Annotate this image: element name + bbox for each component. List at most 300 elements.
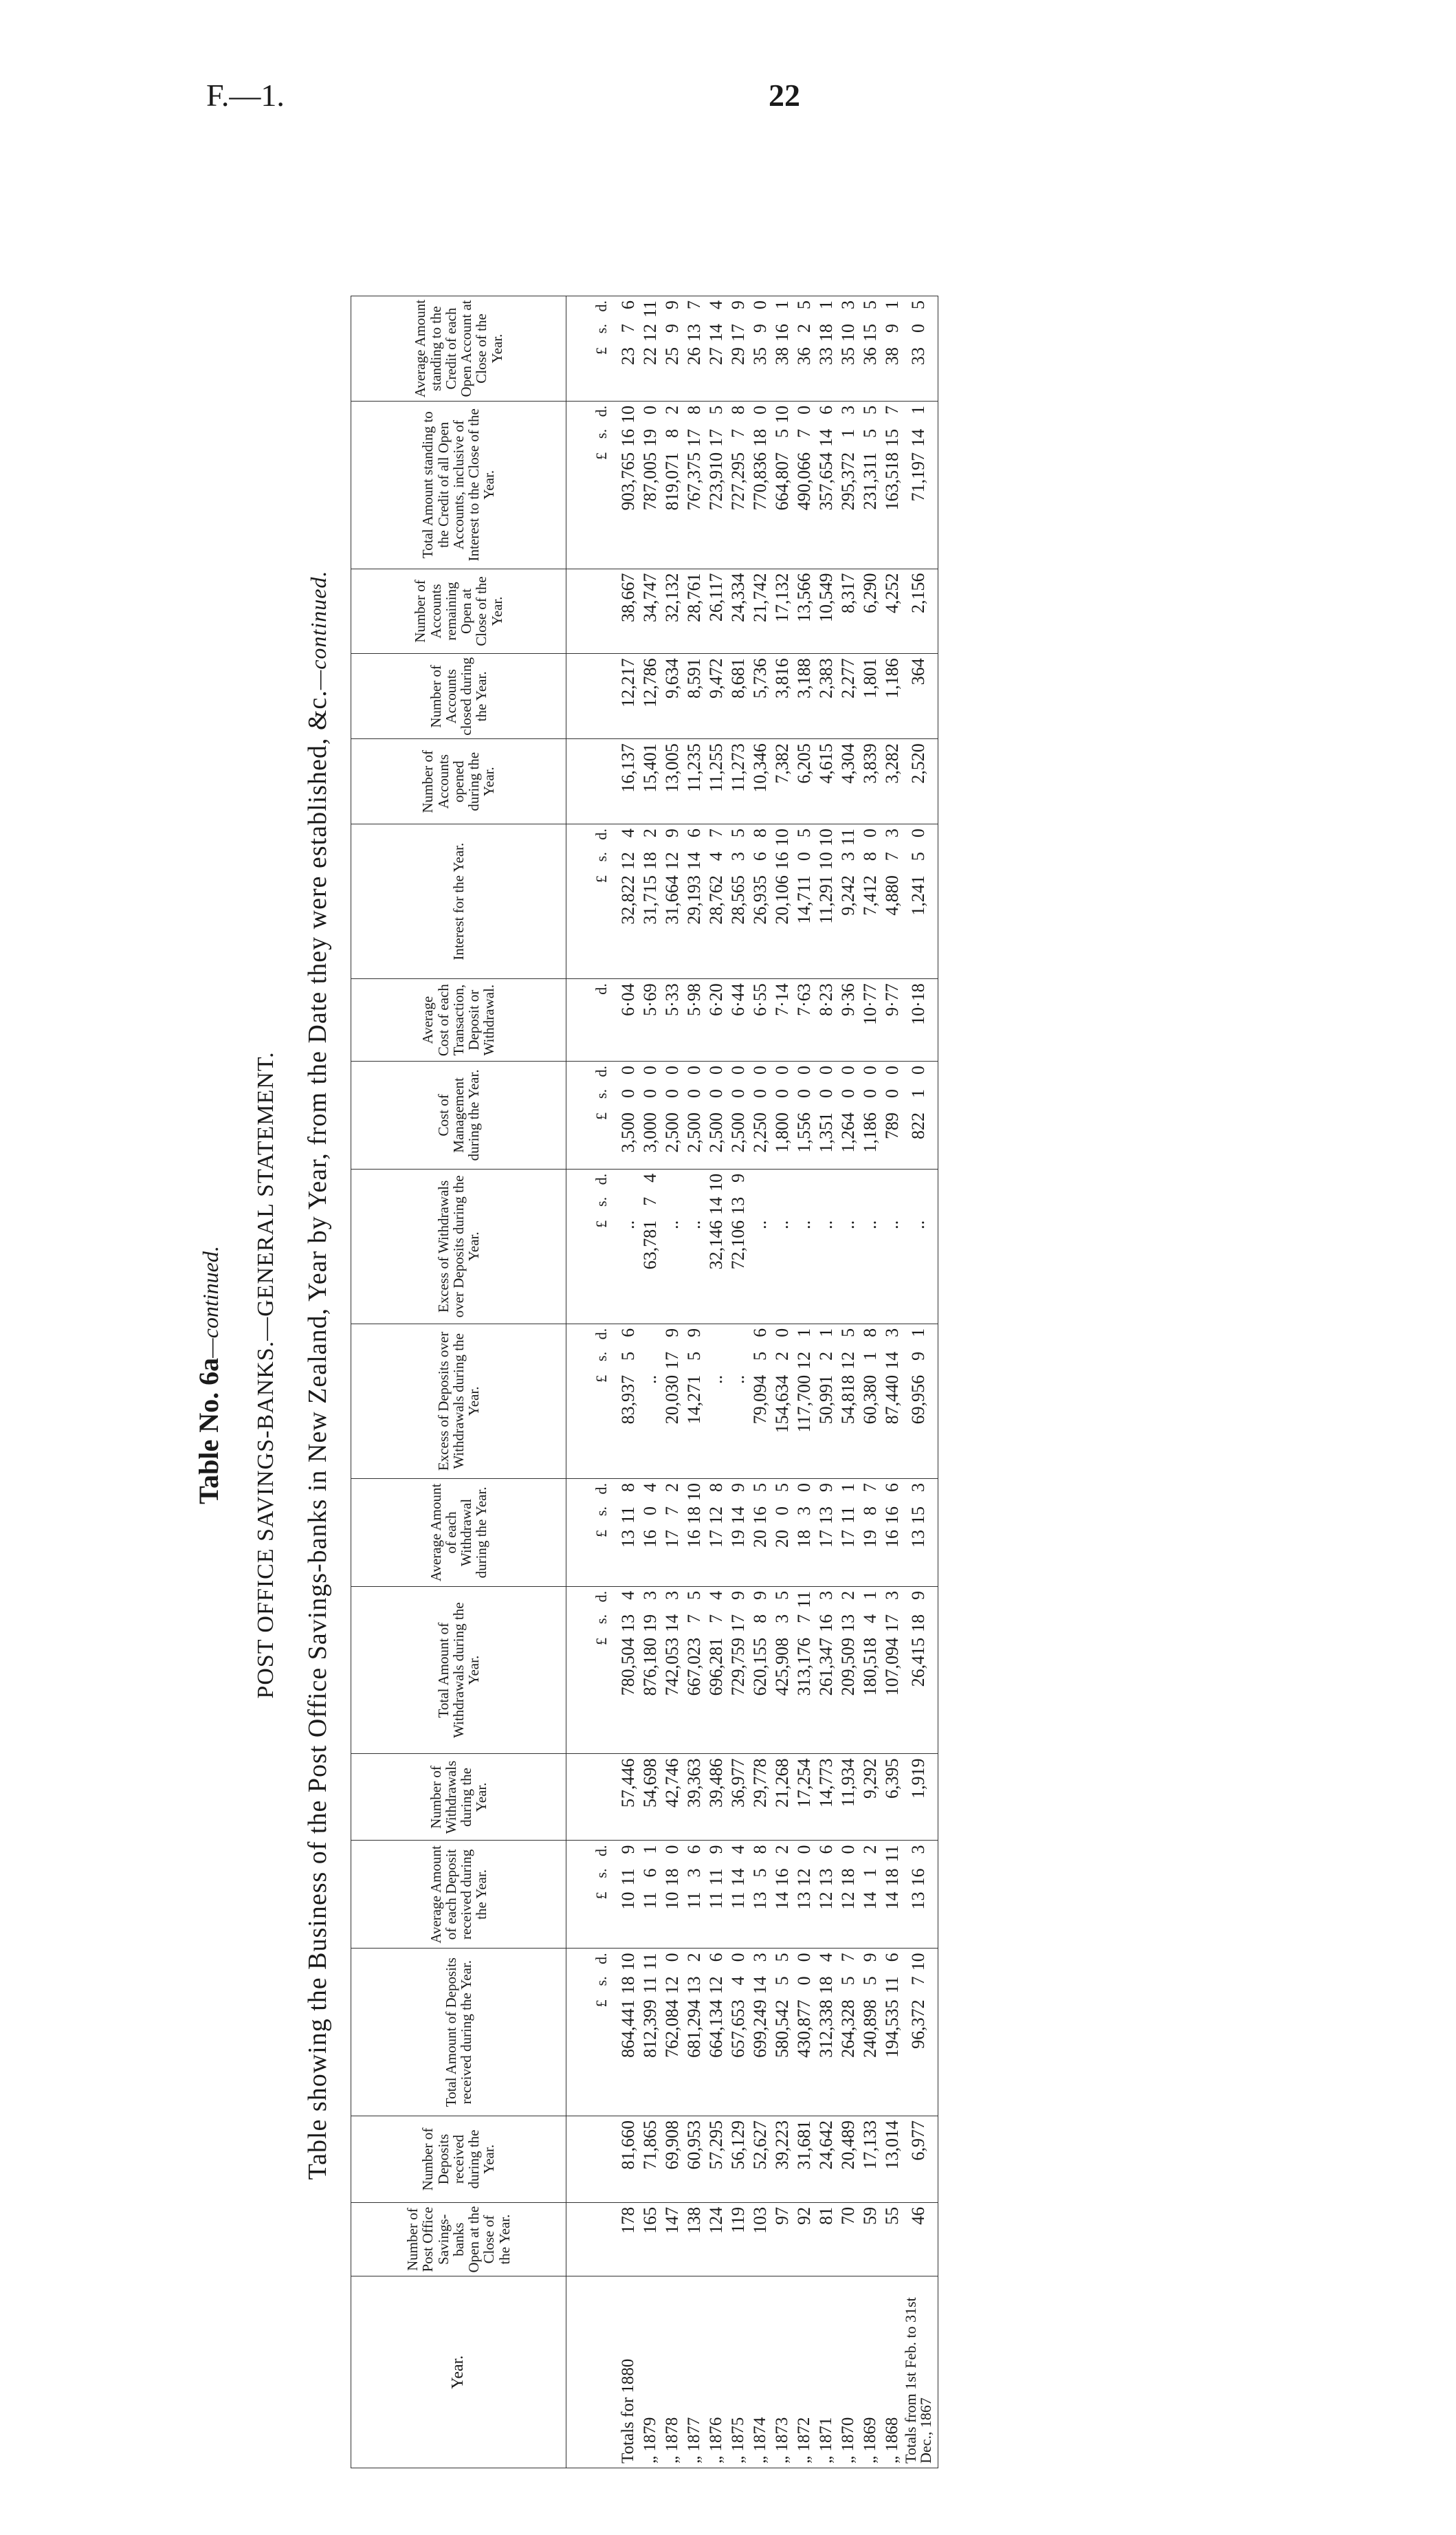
table-cell-year: „ 1868 (881, 2276, 903, 2468)
cell-part: 20 (772, 1529, 792, 1548)
savings-bank-table (351, 296, 938, 2468)
table-cell-year: „ 1874 (749, 2276, 771, 2468)
cell-part: s. (593, 428, 610, 439)
table-cell-wd-amt (837, 1586, 859, 1754)
table-cell-excess-wd (771, 1169, 793, 1324)
cell-part: 6 (816, 405, 836, 415)
cell-part: £ (593, 1529, 610, 1537)
cell-part: 0 (794, 1976, 814, 1986)
table-cell-credit (661, 401, 683, 569)
cell-part: 0 (706, 1088, 726, 1098)
cell-part: 1 (640, 1845, 660, 1854)
cell-part: 1 (860, 1868, 880, 1878)
cell-part: 11 (728, 1891, 748, 1909)
unit-cell (566, 1169, 618, 1324)
statement-title: POST OFFICE SAVINGS-BANKS.—GENERAL STATEMENT. (253, 1051, 278, 1699)
cell-part: 2 (838, 1590, 858, 1600)
table-cell-cost (639, 1061, 661, 1169)
cell-part: 36 (860, 347, 880, 365)
cell-part: 26 (684, 347, 704, 365)
table-cell-deposits-n: 56,129 (727, 2116, 749, 2202)
table-cell-wd-avg (771, 1478, 793, 1586)
table-cell-interest (639, 824, 661, 979)
cell-part: 11 (882, 1976, 902, 1994)
cell-part: 11 (640, 1891, 660, 1909)
table-cell-cost (859, 1061, 881, 1169)
cell-part: 5 (772, 428, 792, 438)
table-cell-dep-avg (639, 1841, 661, 1949)
table-cell-remaining: 26,117 (705, 569, 727, 654)
table-cell-excess-wd (661, 1169, 683, 1324)
table-cell-dep-avg (793, 1841, 815, 1949)
cell-part: 0 (816, 1088, 836, 1098)
table-cell-closed: 9,634 (661, 654, 683, 739)
cell-part: 0 (750, 405, 770, 415)
column-header: Excess of Withdrawals over Deposits during the Year. (351, 1169, 566, 1324)
cell-part: 0 (750, 1065, 770, 1075)
cell-part: 1 (838, 1482, 858, 1492)
cell-part: 2,250 (750, 1112, 770, 1153)
cell-part: 6 (882, 1953, 902, 1962)
cell-part: 83,937 (618, 1374, 638, 1425)
table-cell-credit (639, 401, 661, 569)
table-cell-excess-wd (749, 1169, 771, 1324)
cell-part: 16 (816, 1614, 836, 1632)
table-cell-excess-dep (705, 1324, 727, 1478)
cell-part: 31,664 (662, 875, 682, 925)
table-cell-credit-avg (683, 296, 705, 402)
table-cell-credit-avg (881, 296, 903, 402)
cell-part: 789 (882, 1112, 902, 1139)
table-cell-withdrawals-n: 14,773 (815, 1754, 837, 1841)
table-cell-credit (793, 401, 815, 569)
cell-part: 0 (794, 405, 814, 415)
table-cell-opened: 7,382 (771, 739, 793, 824)
table-cell-withdrawals-n: 17,254 (793, 1754, 815, 1841)
table-cell-excess-dep (749, 1324, 771, 1478)
cell-part: 107,094 (882, 1637, 902, 1696)
cell-part: 664,134 (706, 1999, 726, 2058)
table-cell-banks: 147 (661, 2202, 683, 2276)
cell-part: 10 (662, 1891, 682, 1910)
cell-part: 664,807 (772, 452, 792, 511)
cell-part: s. (593, 1614, 610, 1624)
cell-part: 864,441 (618, 1999, 638, 2058)
cell-part: 11 (684, 1891, 704, 1909)
unit-cell (566, 654, 618, 739)
cell-part: 9 (908, 1590, 928, 1600)
table-cell-cost (815, 1061, 837, 1169)
table-cell-closed: 2,383 (815, 654, 837, 739)
cell-part: d. (593, 405, 610, 417)
cell-part: 620,155 (750, 1637, 770, 1696)
cell-part: 16 (618, 428, 638, 447)
cell-part: 9 (662, 324, 682, 333)
cell-part: 10 (838, 324, 858, 342)
cell-part: 19 (860, 1529, 880, 1548)
table-cell-dep-avg (727, 1841, 749, 1949)
table-cell-remaining: 38,667 (617, 569, 639, 654)
table-row (903, 296, 938, 2468)
cell-part: 14 (728, 1506, 748, 1524)
table-cell-year: „ 1878 (661, 2276, 683, 2468)
cell-part: 28,762 (706, 875, 726, 925)
table-cell-cost-avg: 9·36 (837, 979, 859, 1062)
table-cell-year: Totals for 1880 (617, 2276, 639, 2468)
cell-part: 9 (684, 1328, 704, 1337)
table-cell-credit (881, 401, 903, 569)
table-cell-remaining: 4,252 (881, 569, 903, 654)
cell-part: 50,991 (816, 1374, 836, 1425)
table-cell-credit-avg (661, 296, 683, 402)
table-cell-cost-avg: 7·63 (793, 979, 815, 1062)
cell-part: £ (593, 347, 610, 355)
table-cell-opened: 3,282 (881, 739, 903, 824)
cell-part: 1,186 (860, 1112, 880, 1153)
cell-part: 425,908 (772, 1637, 792, 1696)
table-cell-excess-dep (683, 1324, 705, 1478)
unit-cell (566, 739, 618, 824)
cell-part: 2 (860, 1845, 880, 1854)
cell-part: 12 (640, 324, 660, 342)
cell-part: 2,500 (728, 1112, 748, 1153)
table-cell-opened: 16,137 (617, 739, 639, 824)
cell-part: .. (794, 1220, 814, 1229)
table-cell-excess-wd (617, 1169, 639, 1324)
cell-part: 0 (794, 1088, 814, 1098)
cell-part: 8 (618, 1482, 638, 1492)
cell-part: 19 (640, 1614, 660, 1632)
cell-part: 2 (794, 324, 814, 333)
cell-part: .. (618, 1220, 638, 1229)
cell-part: 14 (908, 428, 928, 447)
cell-part: 3 (838, 405, 858, 415)
table-cell-withdrawals-n: 42,746 (661, 1754, 683, 1841)
cell-part: 313,176 (794, 1637, 814, 1696)
cell-part: 117,700 (794, 1374, 814, 1433)
table-cell-deposits-n: 60,953 (683, 2116, 705, 2202)
table-cell-closed: 9,472 (705, 654, 727, 739)
table-cell-dep-avg (837, 1841, 859, 1949)
cell-part: 727,295 (728, 452, 748, 511)
unit-cell (566, 1061, 618, 1169)
cell-part: d. (593, 1328, 610, 1340)
table-cell-interest (793, 824, 815, 979)
cell-part: 4 (706, 852, 726, 862)
cell-part: 79,094 (750, 1374, 770, 1425)
table-row (617, 296, 639, 2468)
table-cell-excess-wd (705, 1169, 727, 1324)
cell-part: 7 (640, 1196, 660, 1206)
unit-cell (566, 1478, 618, 1586)
cell-part: 490,066 (794, 452, 814, 511)
cell-part: 6 (706, 1953, 726, 1962)
cell-part: 18 (750, 428, 770, 447)
table-cell-interest (859, 824, 881, 979)
cell-part: 4 (618, 828, 638, 838)
cell-part: 19 (728, 1529, 748, 1548)
table-cell-withdrawals-n: 1,919 (903, 1754, 938, 1841)
cell-part: 10 (618, 1891, 638, 1910)
cell-part: 13 (794, 1891, 814, 1910)
cell-part: 4,880 (882, 875, 902, 916)
cell-part: 2 (662, 405, 682, 415)
table-cell-banks: 165 (639, 2202, 661, 2276)
table-cell-deposits-n: 71,865 (639, 2116, 661, 2202)
cell-part: 3 (838, 852, 858, 862)
cell-part: .. (706, 1374, 726, 1384)
cell-part: 1 (772, 300, 792, 309)
table-cell-year: „ 1877 (683, 2276, 705, 2468)
cell-part: 0 (838, 1845, 858, 1854)
page-number: 22 (769, 78, 800, 113)
table-cell-cost-avg: 10·18 (903, 979, 938, 1062)
table-cell-year: „ 1875 (727, 2276, 749, 2468)
table-cell-dep-amt (903, 1949, 938, 2116)
cell-part: 3 (728, 852, 748, 862)
cell-part: .. (908, 1220, 928, 1229)
table-row (661, 296, 683, 2468)
table-cell-interest (881, 824, 903, 979)
cell-part: 9 (750, 1590, 770, 1600)
table-cell-excess-dep (815, 1324, 837, 1478)
table-cell-opened: 4,304 (837, 739, 859, 824)
table-row (749, 296, 771, 2468)
cell-part: 7 (618, 324, 638, 333)
column-header: Cost of Management during the Year. (351, 1061, 566, 1169)
table-cell-excess-wd (815, 1169, 837, 1324)
cell-part: 17 (728, 1614, 748, 1632)
table-cell-credit-avg (727, 296, 749, 402)
table-row (639, 296, 661, 2468)
table-cell-excess-dep (837, 1324, 859, 1478)
cell-part: 31,715 (640, 875, 660, 925)
cell-part: 9 (728, 1590, 748, 1600)
cell-part: 0 (860, 1088, 880, 1098)
cell-part: 8 (662, 428, 682, 438)
cell-part: 11 (706, 1891, 726, 1909)
cell-part: 10 (706, 1173, 726, 1192)
cell-part: 2 (816, 1351, 836, 1361)
table-cell-dep-avg (683, 1841, 705, 1949)
cell-part: s. (593, 1088, 610, 1099)
table-cell-excess-dep (661, 1324, 683, 1478)
cell-part: 14 (860, 1891, 880, 1910)
cell-part: 1 (860, 1351, 880, 1361)
table-cell-dep-amt (683, 1949, 705, 2116)
cell-part: 11 (838, 1506, 858, 1524)
table-cell-deposits-n: 69,908 (661, 2116, 683, 2202)
cell-part: 9 (662, 300, 682, 309)
unit-cell (566, 979, 618, 1062)
cell-part: 0 (860, 1065, 880, 1075)
table-cell-wd-amt (793, 1586, 815, 1754)
table-cell-credit (617, 401, 639, 569)
cell-part: 357,654 (816, 452, 836, 511)
cell-part: 5 (908, 300, 928, 309)
cell-part: 17 (684, 428, 704, 447)
cell-part: 3 (816, 1590, 836, 1600)
cell-part: 780,504 (618, 1637, 638, 1696)
cell-part: 38 (772, 347, 792, 365)
cell-part: d. (593, 1065, 610, 1077)
table-cell-dep-avg (815, 1841, 837, 1949)
table-cell-cost-avg: 5·98 (683, 979, 705, 1062)
cell-part: 0 (772, 1328, 792, 1337)
unit-cell (566, 569, 618, 654)
cell-part: 2 (772, 1351, 792, 1361)
cell-part: 2 (662, 1482, 682, 1492)
cell-part: 27 (706, 347, 726, 365)
cell-part: 32,822 (618, 875, 638, 925)
cell-part: 231,311 (860, 452, 880, 510)
column-header: Number of Withdrawals during the Year. (351, 1754, 566, 1841)
table-cell-interest (749, 824, 771, 979)
table-cell-cost-avg: 9·77 (881, 979, 903, 1062)
table-cell-dep-amt (837, 1949, 859, 2116)
table-row (837, 296, 859, 2468)
cell-part: 3,500 (618, 1112, 638, 1153)
cell-part: 13 (838, 1614, 858, 1632)
table-cell-wd-avg (793, 1478, 815, 1586)
column-header: Average Amount of each Withdrawal during the Year. (351, 1478, 566, 1586)
cell-part: 2 (772, 1845, 792, 1854)
table-cell-banks: 119 (727, 2202, 749, 2276)
table-cell-excess-dep (639, 1324, 661, 1478)
cell-part: 35 (750, 347, 770, 365)
table-cell-remaining: 34,747 (639, 569, 661, 654)
table-cell-remaining: 8,317 (837, 569, 859, 654)
cell-part: s. (593, 1351, 610, 1361)
column-header: Total Amount of Deposits received during the Year. (351, 1949, 566, 2116)
cell-part: 16 (684, 1529, 704, 1548)
table-cell-year: „ 1869 (859, 2276, 881, 2468)
cell-part: 812,399 (640, 1999, 660, 2058)
table-cell-deposits-n: 31,681 (793, 2116, 815, 2202)
cell-part: 10 (908, 1953, 928, 1971)
table-cell-year: „ 1870 (837, 2276, 859, 2468)
unit-cell (566, 2116, 618, 2202)
cell-part: 14 (882, 1351, 902, 1370)
table-cell-remaining: 28,761 (683, 569, 705, 654)
table-cell-excess-wd (837, 1169, 859, 1324)
cell-part: 819,071 (662, 452, 682, 511)
table-cell-wd-amt (903, 1586, 938, 1754)
cell-part: s. (593, 1868, 610, 1878)
cell-part: 1 (882, 300, 902, 309)
rotated-table-page (179, 275, 1038, 2475)
cell-part: 5 (772, 1976, 792, 1986)
table-cell-closed: 364 (903, 654, 938, 739)
table-cell-interest (903, 824, 938, 979)
table-cell-credit (705, 401, 727, 569)
table-cell-remaining: 6,290 (859, 569, 881, 654)
cell-part: 4 (816, 1953, 836, 1962)
cell-part: 5 (750, 1351, 770, 1361)
cell-part: 6 (618, 300, 638, 309)
cell-part: 9 (882, 324, 902, 333)
cell-part: 11 (618, 1506, 638, 1524)
cell-part: £ (593, 1637, 610, 1645)
table-cell-remaining: 13,566 (793, 569, 815, 654)
cell-part: 0 (772, 1065, 792, 1075)
cell-part: 2,500 (662, 1112, 682, 1153)
cell-part: 0 (794, 1482, 814, 1492)
cell-part: 312,338 (816, 1999, 836, 2058)
table-cell-closed: 1,801 (859, 654, 881, 739)
cell-part: 8 (728, 405, 748, 415)
table-cell-excess-dep (793, 1324, 815, 1478)
cell-part: 72,106 (728, 1220, 748, 1270)
cell-part: 1,264 (838, 1112, 858, 1153)
cell-part: 13 (908, 1891, 928, 1910)
cell-part: 17 (662, 1529, 682, 1548)
table-cell-wd-avg (815, 1478, 837, 1586)
table-cell-cost (727, 1061, 749, 1169)
cell-part: 0 (662, 1845, 682, 1854)
cell-part: 8 (684, 405, 704, 415)
cell-part: 0 (662, 1953, 682, 1962)
unit-cell (566, 296, 618, 402)
cell-part: 3,000 (640, 1112, 660, 1153)
table-cell-wd-amt (881, 1586, 903, 1754)
cell-part: 16 (772, 852, 792, 870)
cell-part: 87,440 (882, 1374, 902, 1425)
table-cell-banks: 46 (903, 2202, 938, 2276)
table-cell-dep-amt (661, 1949, 683, 2116)
cell-part: 5 (772, 1482, 792, 1492)
table-cell-year: „ 1871 (815, 2276, 837, 2468)
cell-part: £ (593, 1112, 610, 1120)
cell-part: 2,500 (684, 1112, 704, 1153)
cell-part: 12 (706, 1976, 726, 1995)
table-cell-wd-amt (639, 1586, 661, 1754)
cell-part: 9 (860, 1953, 880, 1962)
cell-part: 18 (816, 324, 836, 342)
cell-part: 0 (684, 1065, 704, 1075)
cell-part: 3 (882, 1328, 902, 1337)
table-cell-interest (683, 824, 705, 979)
cell-part: 19 (640, 428, 660, 447)
cell-part: 209,509 (838, 1637, 858, 1696)
cell-part: 154,634 (772, 1374, 792, 1434)
cell-part: d. (593, 1590, 610, 1603)
cell-part: 13 (618, 1614, 638, 1632)
cell-part: 0 (838, 1065, 858, 1075)
cell-part: 8 (750, 1845, 770, 1854)
table-cell-interest (705, 824, 727, 979)
table-cell-deposits-n: 20,489 (837, 2116, 859, 2202)
cell-part: 580,542 (772, 1999, 792, 2058)
cell-part: 1,241 (908, 875, 928, 916)
table-cell-opened: 2,520 (903, 739, 938, 824)
cell-part: 17 (838, 1529, 858, 1548)
table-cell-year: „ 1873 (771, 2276, 793, 2468)
cell-part: 33 (816, 347, 836, 365)
cell-part: 194,535 (882, 1999, 902, 2058)
cell-part: £ (593, 1999, 610, 2008)
cell-part: 1,800 (772, 1112, 792, 1153)
cell-part: 0 (794, 1065, 814, 1075)
cell-part: 20,106 (772, 875, 792, 925)
cell-part: 12 (618, 852, 638, 870)
column-header: Total Amount standing to the Credit of all Open Accounts, inclusive of Interest to the Close of the Year. (351, 401, 566, 569)
table-cell-deposits-n: 24,642 (815, 2116, 837, 2202)
cell-part: 822 (908, 1112, 928, 1139)
table-cell-cost-avg: 5·69 (639, 979, 661, 1062)
cell-part: 10 (816, 828, 836, 847)
cell-part: 26,415 (908, 1637, 928, 1687)
